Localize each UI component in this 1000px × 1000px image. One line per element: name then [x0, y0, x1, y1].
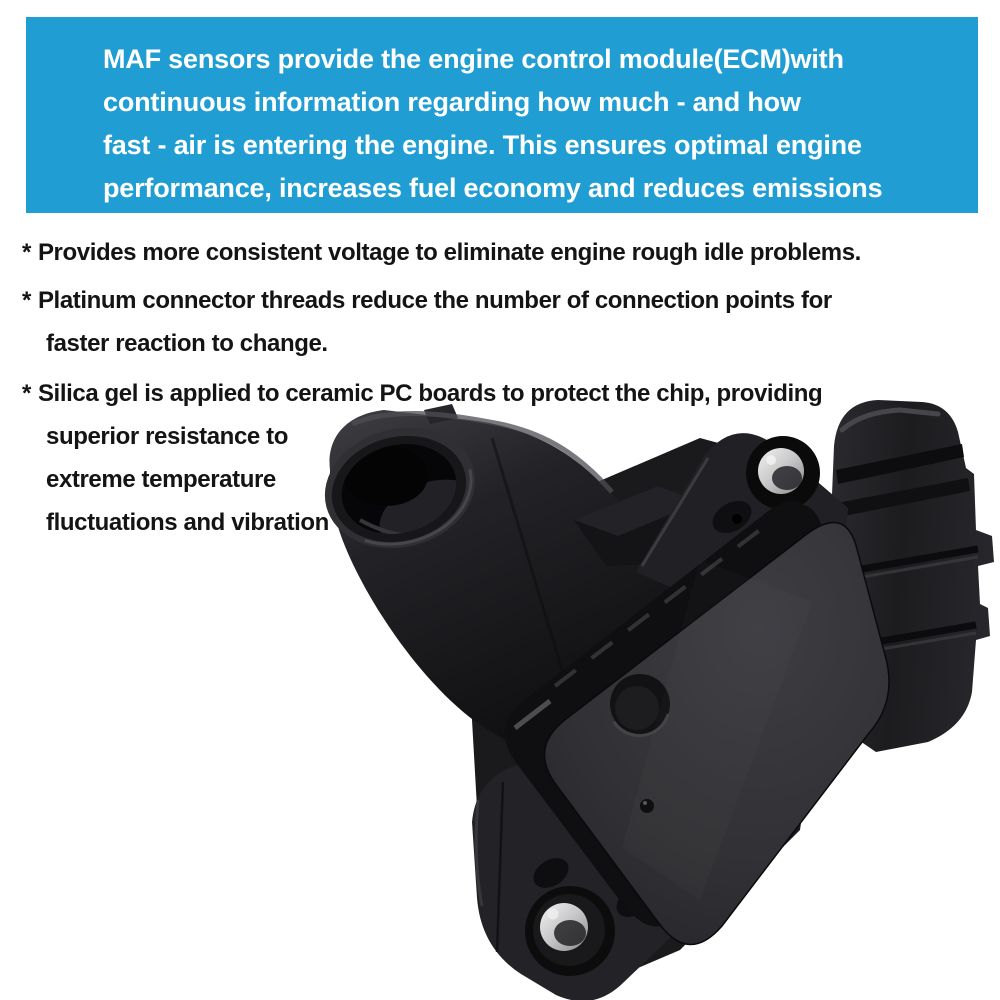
feature-item-1: [22, 231, 861, 274]
feature-text: Platinum connector threads reduce the number of connection points for: [37, 287, 832, 314]
feature-line: fluctuations and vibration: [46, 509, 329, 536]
feature-line: [22, 279, 832, 322]
feature-line: [22, 231, 861, 274]
banner-line-4: performance, increases fuel economy and reduces emissions: [103, 173, 883, 203]
feature-line: superior resistance to: [46, 423, 288, 450]
feature-line: extreme temperature: [46, 466, 276, 493]
banner-line-1: MAF sensors provide the engine control module(ECM)with: [103, 44, 844, 74]
banner-line-2: continuous information regarding how much - and how: [103, 87, 801, 117]
bullet-marker: *: [22, 239, 31, 266]
feature-item-2: [22, 279, 832, 365]
feature-line: [22, 372, 822, 415]
feature-text: Provides more consistent voltage to eliminate engine rough idle problems.: [37, 239, 861, 266]
bullet-marker: *: [22, 287, 31, 314]
banner-line-3: fast - air is entering the engine. This ensures optimal engine: [103, 130, 862, 160]
feature-text: Silica gel is applied to ceramic PC boards to protect the chip, providing: [37, 380, 823, 407]
feature-line: faster reaction to change.: [46, 330, 328, 357]
bullet-marker: *: [22, 380, 31, 407]
feature-item-3: [22, 372, 822, 544]
